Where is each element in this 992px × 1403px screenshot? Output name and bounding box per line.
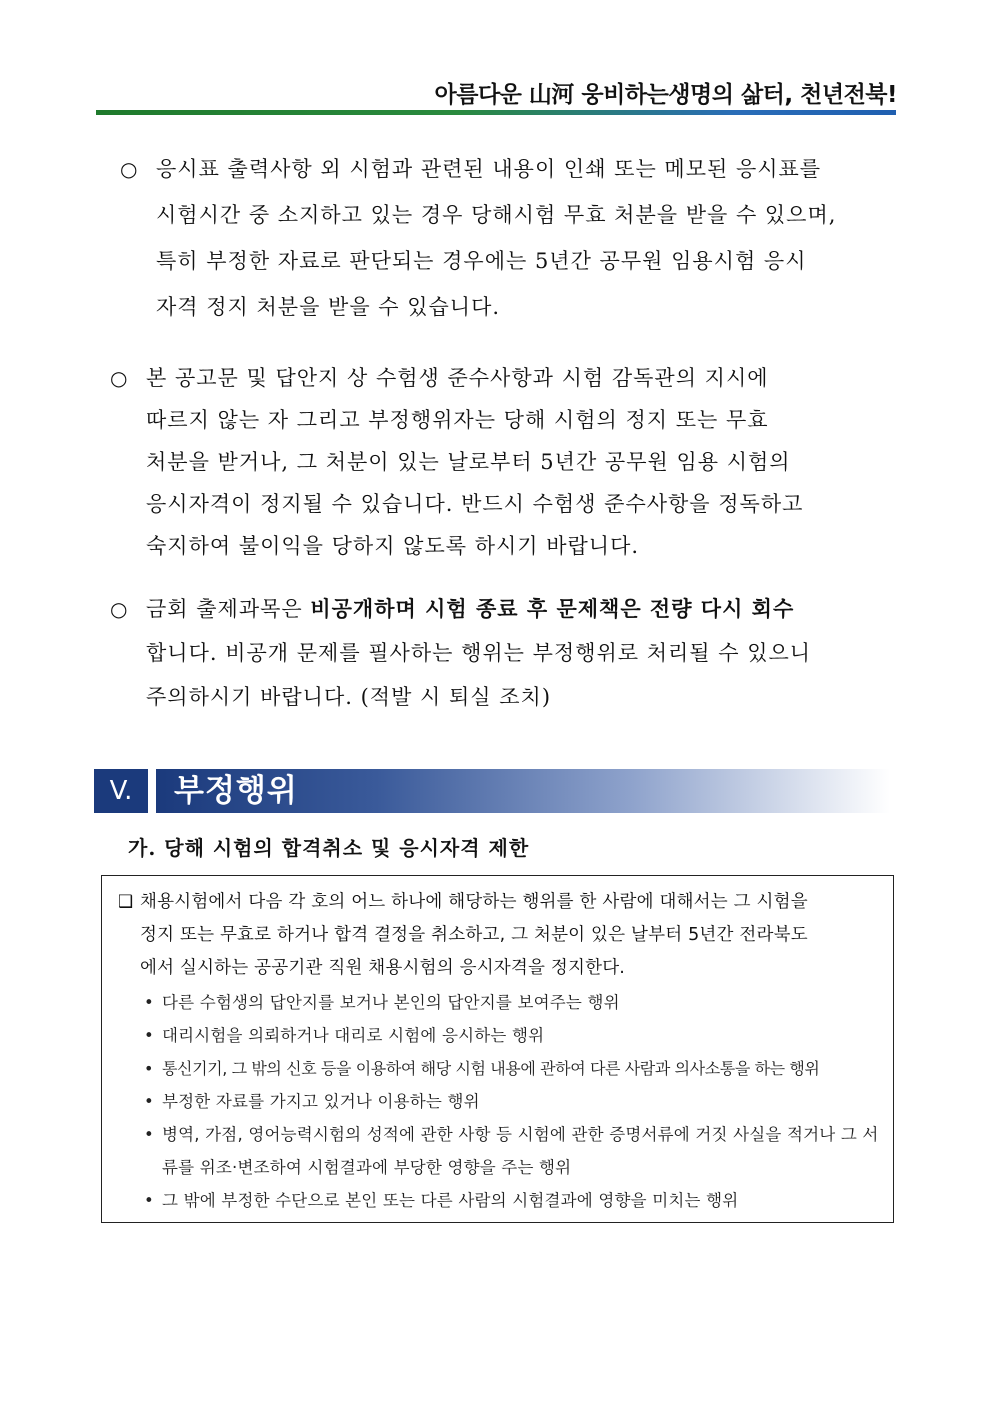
notice-line: 자격 정지 처분을 받을 수 있습니다. [156, 295, 501, 319]
list-item [140, 1019, 885, 1052]
bullet-dot-icon: • [144, 1125, 154, 1144]
lead-line: 에서 실시하는 공공기관 직원 채용시험의 응시자격을 정지한다. [140, 958, 626, 978]
header-rule [96, 110, 896, 115]
list-item [140, 1184, 885, 1217]
section-title: 부정행위 [174, 773, 298, 809]
checkbox-square-icon: ❑ [118, 892, 134, 912]
list-item [140, 986, 885, 1019]
notice-line: 응시자격이 정지될 수 있습니다. 반드시 수험생 준수사항을 정독하고 [146, 492, 804, 516]
list-item-text: 통신기기, 그 밖의 신호 등을 이용하여 해당 시험 내용에 관하여 다른 사람과 의사소통을 하는 행위 [162, 1059, 820, 1078]
lead-line: 정지 또는 무효로 하거나 합격 결정을 취소하고, 그 처분이 있은 날부터 5년간 전라북도 [140, 925, 808, 945]
rules-box [101, 875, 894, 1223]
list-item [140, 1085, 885, 1118]
notice-line: 처분을 받거나, 그 처분이 있는 날로부터 5년간 공무원 임용 시험의 [146, 450, 791, 474]
list-item [140, 1118, 885, 1184]
bullet-dot-icon: • [144, 993, 154, 1012]
bullet-dot-icon: • [144, 1191, 154, 1210]
circle-bullet-icon: ○ [110, 366, 129, 390]
header-slogan: 아름다운 山河 웅비하는생명의 삶터, 천년전북! [434, 82, 897, 108]
bullet-dot-icon: • [144, 1059, 154, 1078]
lead-line: 채용시험에서 다음 각 호의 어느 하나에 해당하는 행위를 한 사람에 대해서는 그 시험을 [140, 892, 808, 912]
bullet-dot-icon: • [144, 1092, 154, 1111]
notice-line: 특히 부정한 자료로 판단되는 경우에는 5년간 공무원 임용시험 응시 [156, 249, 807, 273]
box-lead [118, 886, 886, 985]
list-item-text: 병역, 가점, 영어능력시험의 성적에 관한 사항 등 시험에 관한 증명서류에 거짓 사실을 적거나 그 서류를 위조·변조하여 시험결과에 부당한 영향을 주는 행위 [162, 1125, 879, 1177]
circle-bullet-icon: ○ [120, 157, 139, 181]
notice-line: 본 공고문 및 답안지 상 수험생 준수사항과 시험 감독관의 지시에 [146, 366, 769, 390]
notice-line: 시험시간 중 소지하고 있는 경우 당해시험 무효 처분을 받을 수 있으며, [156, 203, 837, 227]
notice-line [146, 587, 900, 631]
notice-line: 따르지 않는 자 그리고 부정행위자는 당해 시험의 정지 또는 무효 [146, 408, 769, 432]
list-item-text: 대리시험을 의뢰하거나 대리로 시험에 응시하는 행위 [162, 1026, 545, 1045]
section-number: V. [94, 769, 148, 813]
notice-line: 합니다. 비공개 문제를 필사하는 행위는 부정행위로 처리될 수 있으니 [146, 641, 812, 665]
circle-bullet-icon: ○ [110, 597, 129, 621]
section-header [94, 769, 890, 813]
list-item [140, 1052, 885, 1085]
notice-3 [110, 587, 900, 727]
notice-line: 응시표 출력사항 외 시험과 관련된 내용이 인쇄 또는 메모된 응시표를 [156, 157, 822, 181]
violation-list [140, 986, 885, 1217]
subheading: 가. 당해 시험의 합격취소 및 응시자격 제한 [128, 836, 530, 860]
list-item-text: 다른 수험생의 답안지를 보거나 본인의 답안지를 보여주는 행위 [162, 993, 620, 1012]
notice-line: 숙지하여 불이익을 당하지 않도록 하시기 바랍니다. [146, 534, 640, 558]
bullet-dot-icon: • [144, 1026, 154, 1045]
notice-emphasis: 비공개하며 시험 종료 후 문제책은 전량 다시 회수 [310, 596, 795, 621]
list-item-text: 그 밖에 부정한 수단으로 본인 또는 다른 사람의 시험결과에 영향을 미치는 행위 [162, 1191, 739, 1210]
notice-1 [120, 146, 900, 336]
notice-line: 주의하시기 바랍니다. (적발 시 퇴실 조치) [146, 685, 552, 709]
list-item-text: 부정한 자료를 가지고 있거나 이용하는 행위 [162, 1092, 480, 1111]
notice-2 [110, 357, 900, 577]
notice-text: 금회 출제과목은 [146, 597, 311, 621]
